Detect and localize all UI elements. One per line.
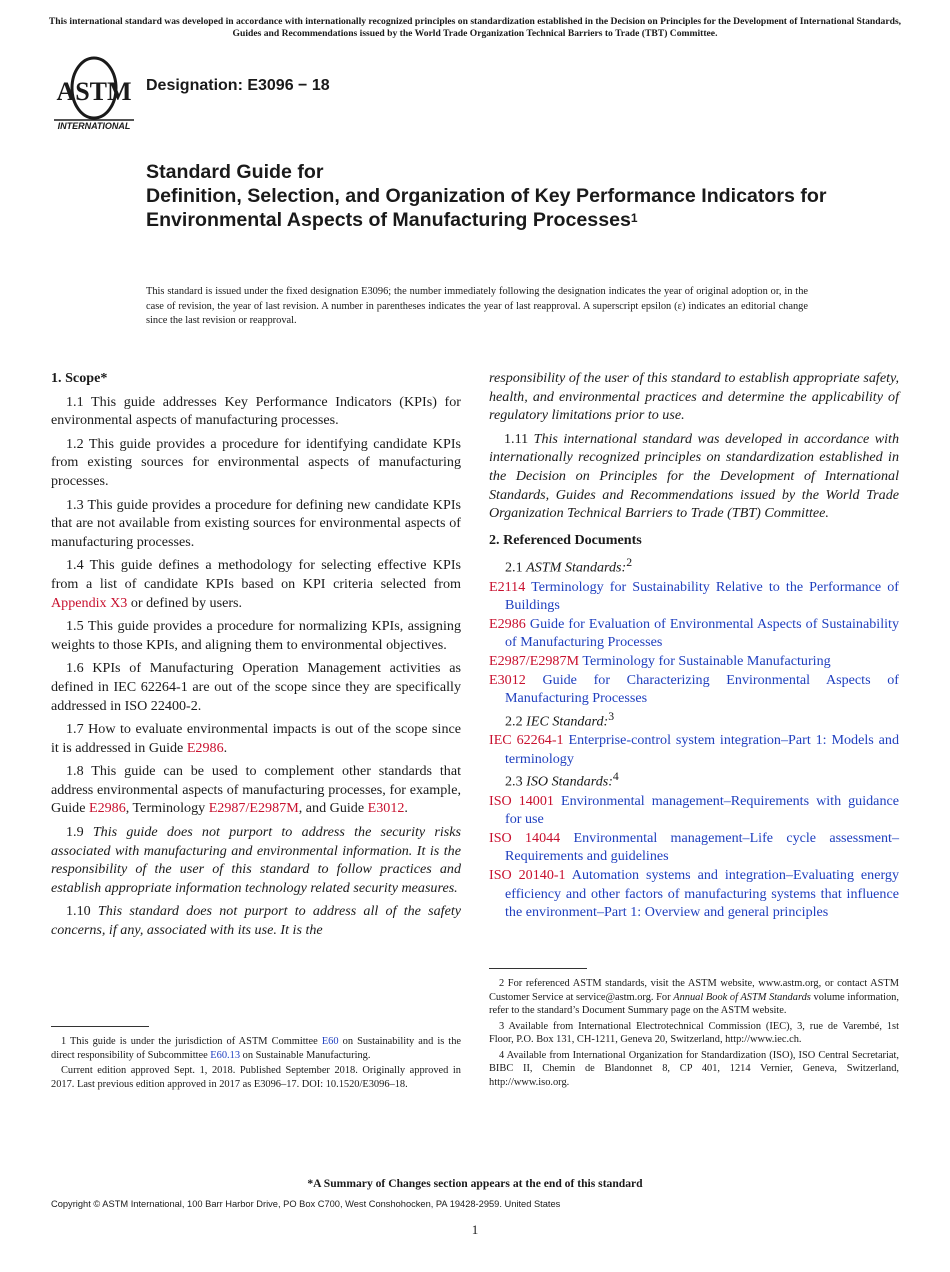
footnote-1-edition: Current edition approved Sept. 1, 2018. Published September 2018. Originally approved in 2017. Last previous edition approved in 2017 as E3096–17. DOI: 10.1520/E3096–18. — [51, 1065, 461, 1090]
left-column — [51, 369, 461, 945]
ref-item[interactable]: E3012 Guide for Characterizing Environmental Aspects of Manufacturing Processes — [489, 671, 899, 707]
para-1-11: 1.11 This international standard was developed in accordance with internationally recognized principles on standardization established in the Decision on Principles for the Development of International Standards, Guides and Recommendations issued by the World Trade Organization Technical Barriers to Trade (TBT) Committee. — [489, 430, 899, 522]
e2987-link[interactable]: E2987/E2987M — [208, 800, 299, 817]
astm-logo — [52, 54, 136, 132]
designation: Designation: E3096 − 18 — [146, 77, 330, 94]
astm-refs — [489, 578, 899, 708]
subsection-2-2: 2.2 IEC Standard:$^3$ — [505, 709, 615, 730]
title-footnote-mark: 1 — [630, 211, 638, 225]
title-line2: Definition, Selection, and Organization of Key Performance Indicators for Environmental Aspects of Manufacturing Processes$^1$ — [146, 185, 827, 231]
ref-item[interactable]: E2987/E2987M Terminology for Sustainable Manufacturing — [489, 653, 831, 669]
para-1-2: 1.2 This guide provides a procedure for identifying candidate KPIs from existing sources for environmental aspects of manufacturing processes. — [51, 435, 461, 489]
subsection-2-1: 2.1 ASTM Standards:$^2$ — [505, 556, 633, 577]
iso-refs — [489, 792, 899, 922]
para-1-10-continued: responsibility of the user of this standard to establish appropriate safety, health, and environmental practices and determine the applicability of regulatory limitations prior to use. — [489, 370, 899, 424]
para-1-4: 1.4 This guide defines a methodology for selecting effective KPIs from a list of candidate KPIs based on KPI criteria selected from Appendix X3 or defined by users. — [51, 557, 461, 611]
ref-item[interactable]: ISO 14001 Environmental management–Requirements with guidance for use — [489, 792, 899, 828]
e2986-link[interactable]: E2986 — [186, 739, 224, 756]
footnote-4: 4 Available from International Organization for Standardization (ISO), ISO Central Secretariat, BIBC II, Chemin de Blandonnet 8, CP 401, 1214 Vernier, Geneva, Switzerland, http://www.iso.org. — [489, 1049, 899, 1088]
section2-heading: 2. Referenced Documents — [489, 531, 642, 548]
tbt-notice: This international standard was developed in accordance with internationally recognized principles on standardization established in the Decision on Principles for the Development of International Standards, Guides and Recommendations issued by the World Trade Organization Technical Barriers to Trade (TBT) Committee. — [48, 16, 902, 39]
footnote-3: 3 Available from International Electrotechnical Commission (IEC), 3, rue de Varembé, 1st Floor, P.O. Box 131, CH-1211, Geneva 20, Switzerland, http://www.iec.ch. — [489, 1020, 899, 1045]
e2986-link[interactable]: E2986 — [88, 800, 126, 817]
appendix-x3-link[interactable]: Appendix X3 — [51, 594, 128, 611]
subsection-2-3: 2.3 ISO Standards:$^4$ — [505, 770, 619, 790]
para-1-9: 1.9 This guide does not purport to address the security risks associated with manufacturing and environmental information. It is the responsibility of the user of this standard to follow practices and establish appropriate information technology related security measures. — [51, 824, 461, 896]
summary-note: *A Summary of Changes section appears at the end of this standard — [307, 1177, 643, 1190]
ref-item[interactable]: ISO 20140-1 Automation systems and integration–Evaluating energy efficiency and other factors of manufacturing systems that influence the environment–Part 1: Overview and general principles — [489, 866, 900, 921]
logo-letters: ASTM — [56, 77, 132, 106]
issuance-statement: This standard is issued under the fixed designation E3096; the number immediately following the designation indicates the year of original adoption or, in the case of revision, the year of last revision. A number in parentheses indicates the year of last reapproval. A superscript epsilon (ε) indicates an editorial change since the last revision or reapproval. — [146, 286, 808, 326]
para-1-8: 1.8 This guide can be used to complement other standards that address environmental aspects of manufacturing processes, for example, Guide E2986, Terminology E2987/E2987M, and Guide E3012. — [51, 763, 461, 817]
footnotes-right — [489, 968, 899, 1091]
document-title — [146, 160, 866, 232]
e60-link[interactable]: E60 — [321, 1036, 339, 1047]
para-1-10: 1.10 This standard does not purport to address all of the safety concerns, if any, associated with its use. It is the — [51, 903, 461, 939]
para-1-6: 1.6 KPIs of Manufacturing Operation Management activities as defined in IEC 62264-1 are out of the scope since they are specifically addressed in ISO 22400-2. — [51, 660, 461, 714]
para-1-1: 1.1 This guide addresses Key Performance Indicators (KPIs) for environmental aspects of manufacturing processes. — [51, 393, 461, 429]
footnotes-left — [51, 1026, 461, 1093]
footnote-1: 1 This guide is under the jurisdiction of ASTM Committee E60 on Sustainability and is the direct responsibility of Subcommittee E60.13 on Sustainable Manufacturing. — [51, 1036, 462, 1061]
e3012-link[interactable]: E3012 — [367, 800, 405, 817]
iec-refs — [489, 731, 899, 768]
page-number: 1 — [471, 1222, 479, 1237]
para-1-3: 1.3 This guide provides a procedure for defining new candidate KPIs that are not available from existing sources for environmental aspects of manufacturing processes. — [51, 496, 461, 550]
section1-heading: 1. Scope* — [51, 370, 108, 386]
footnote-2: 2 For referenced ASTM standards, visit the ASTM website, www.astm.org, or contact ASTM Customer Service at service@astm.org. For Annual Book of ASTM Standards volume information, refer to the standard’s Document Summary page on the ASTM website. — [489, 978, 899, 1016]
copyright-line: Copyright © ASTM International, 100 Barr Harbor Drive, PO Box C700, West Conshohocken, PA 19428-2959. United States — [51, 1199, 561, 1209]
footnote-rule — [51, 1026, 149, 1027]
title-line1: Standard Guide for — [146, 161, 324, 183]
para-1-7: 1.7 How to evaluate environmental impacts is out of the scope since it is addressed in Guide E2986. — [51, 721, 461, 756]
ref-item[interactable]: ISO 14044 Environmental management–Life cycle assessment–Requirements and guidelines — [489, 829, 899, 865]
footnote-rule — [489, 968, 587, 969]
right-column — [489, 369, 899, 922]
para-1-5: 1.5 This guide provides a procedure for normalizing KPIs, assigning weights to those KPIs, and aligning them to environmental objectives. — [51, 618, 461, 653]
ref-item[interactable]: E2986 Guide for Evaluation of Environmental Aspects of Sustainability of Manufacturing Processes — [489, 615, 899, 651]
ref-item[interactable]: E2114 Terminology for Sustainability Relative to the Performance of Buildings — [489, 578, 899, 614]
logo-subtitle: INTERNATIONAL — [57, 121, 131, 131]
e60-13-link[interactable]: E60.13 — [210, 1049, 241, 1061]
ref-item[interactable]: IEC 62264-1 Enterprise-control system integration–Part 1: Models and terminology — [489, 732, 899, 767]
